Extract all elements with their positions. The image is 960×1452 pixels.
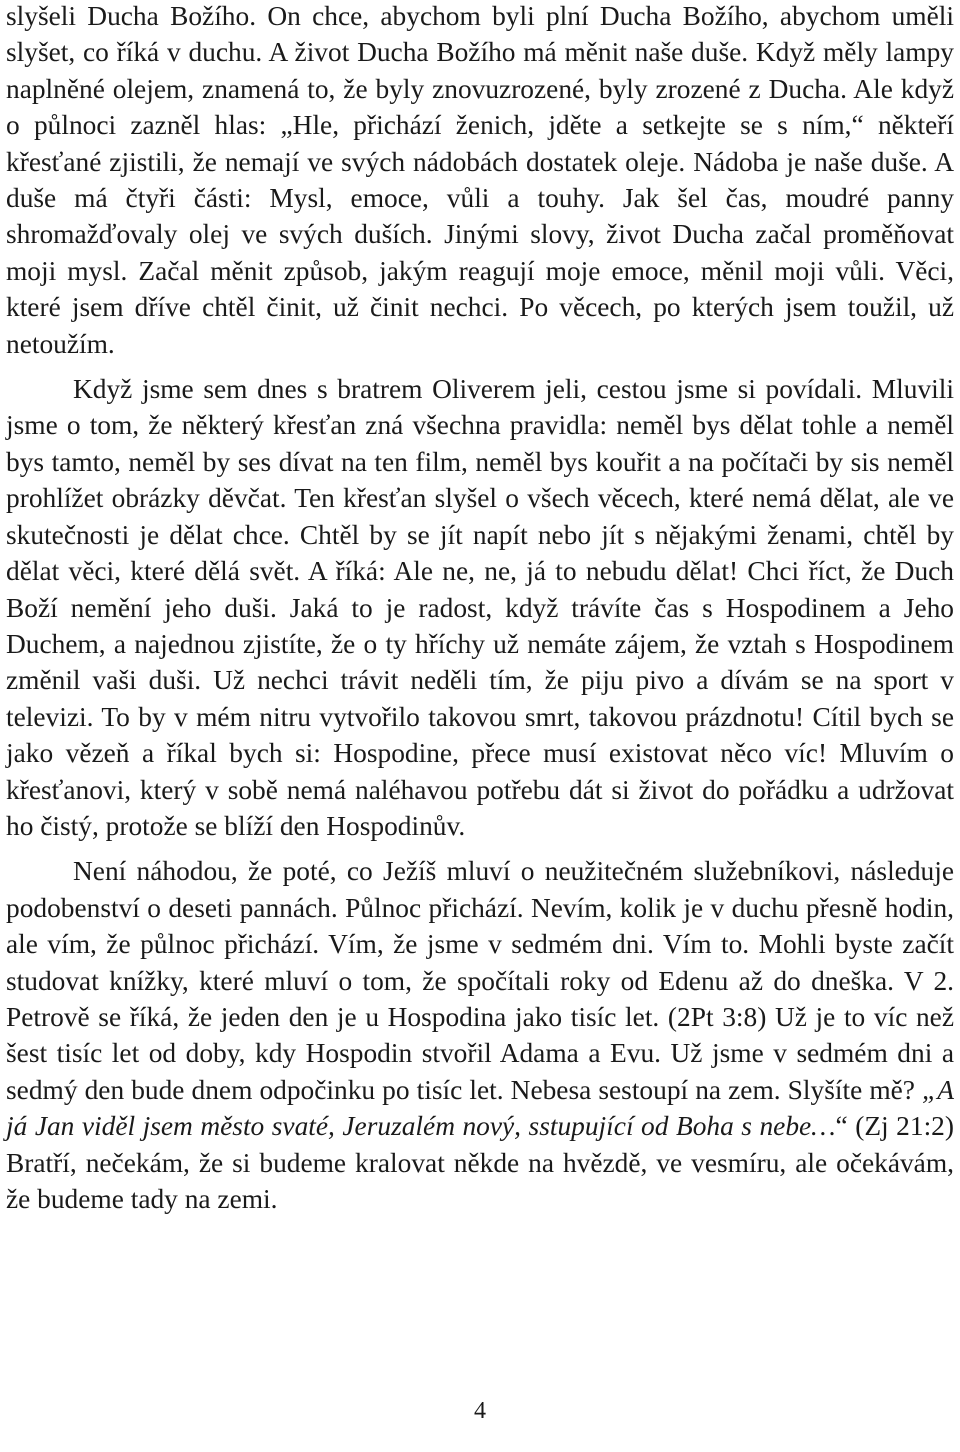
paragraph-3 <box>6 853 954 1217</box>
paragraph-3-scripture-quote: „A já Jan viděl jsem město svaté, Jeruzalém nový, sstupující od Boha s nebe… <box>6 1074 954 1142</box>
paragraph-1: slyšeli Ducha Božího. On chce, abychom byli plní Ducha Božího, abychom uměli slyšet, co říká v duchu. A život Ducha Božího má měnit naše duše. Když měly lampy naplněné olejem, znamená to, že byly znovuzrozené, byly zrozené z Ducha. Ale když o půlnoci zazněl hlas: „Hle, přichází ženich, jděte a setkejte se s ním,“ někteří křesťané zjistili, že nemají ve svých nádobách dostatek oleje. Nádoba je naše duše. A duše má čtyři části: Mysl, emoce, vůli a touhy. Jak šel čas, moudré panny shromažďovaly olej ve svých duších. Jinými slovy, život Ducha začal proměňovat moji mysl. Začal měnit způsob, jakým reagují moje emoce, měnil moji vůli. Věci, které jsem dříve chtěl činit, už činit nechci. Po věcech, po kterých jsem toužil, už netoužím. <box>6 1 954 359</box>
paragraph-2: Když jsme sem dnes s bratrem Oliverem jeli, cestou jsme si povídali. Mluvili jsme o tom, že některý křesťan zná všechna pravidla: neměl bys dělat tohle a neměl bys tamto, neměl by ses dívat na ten film, neměl bys kouřit a na počítači by sis neměl prohlížet obrázky děvčat. Ten křesťan slyšel o všech věcech, které nemá dělat, ale ve skutečnosti je dělat chce. Chtěl by se jít napít nebo jít s nějakými ženami, chtěl by dělat věci, které dělá svět. A říká: Ale ne, ne, já to nebudu dělat! Chci říct, že Duch Boží nemění jeho duši. Jaká to je radost, když trávíte čas s Hospodinem a Jeho Duchem, a najednou zjistíte, že o ty hříchy už nemáte zájem, že vztah s Hospodinem změnil vaši duši. Už nechci trávit neděli tím, že piju pivo a dívám se na sport v televizi. To by v mém nitru vytvořilo takovou smrt, takovou prázdnotu! Cítil bych se jako vězeň a říkal bych si: Hospodine, přece musí existovat něco víc! Mluvím o křesťanovi, který v sobě nemá naléhavou potřebu dát si život do pořádku a udržovat ho čistý, protože se blíží den Hospodinův. <box>6 374 954 841</box>
paragraph-3-text-before: Není náhodou, že poté, co Ježíš mluví o neužitečném služebníkovi, následuje podobenství o deseti pannách. Půlnoc přichází. Nevím, kolik je v duchu přesně hodin, ale vím, že půlnoc přichází. Vím, že jsme v sedmém dni. Vím to. Mohli byste začít studovat knížky, které mluví o tom, že spočítali roky od Edenu až do dneška. V 2. Petrově se říká, že jeden den je u Hospodina jako tisíc let. (2Pt 3:8) Už je to víc než šest tisíc let od doby, kdy Hospodin stvořil Adama a Evu. Už jsme v sedmém dni a sedmý den bude dnem odpočinku po tisíc let. Nebesa sestoupí na zem. Slyšíte mě? <box>6 856 954 1105</box>
paragraph-3-text-after: “ (Zj 21:2) Bratří, nečekám, že si budeme kralovat někde na hvězdě, ve vesmíru, ale očekávám, že budeme tady na zemi. <box>6 1111 954 1214</box>
document-page <box>6 0 954 1217</box>
page-number: 4 <box>474 1398 486 1424</box>
